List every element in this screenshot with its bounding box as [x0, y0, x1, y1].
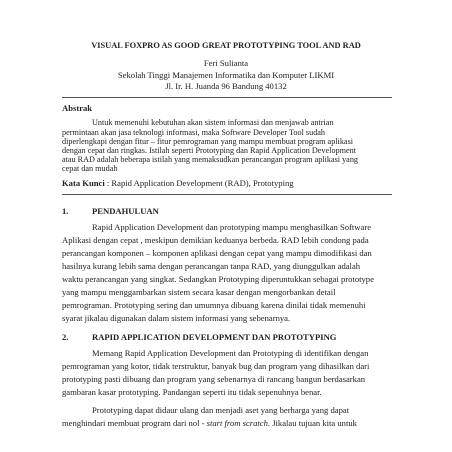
- abstract-line: cepat dan mudah: [62, 164, 118, 173]
- body-line: prototyping pasti dibuang dan program yang sebenarnya di rancang bangun berdasarkan: [62, 374, 366, 384]
- body-line: syarat jikalau digunakan dalam sistem informasi yang sebenarnya.: [62, 313, 291, 323]
- abstract-top-rule: [62, 97, 392, 98]
- keywords-line: [62, 178, 294, 188]
- keywords-label: Kata Kunci: [62, 178, 105, 188]
- body-line: [62, 418, 357, 428]
- abstract-line: atau RAD adalah beberapa istilah yang memaksudkan perancangan program aplikasi yang: [62, 155, 359, 164]
- body-text: menghindari membuat program dari nol -: [62, 418, 207, 428]
- section-heading: RAPID APPLICATION DEVELOPMENT DAN PROTOTYPING: [92, 332, 337, 342]
- section-number: 2.: [62, 332, 69, 342]
- body-line: Memang Rapid Application Development dan Prototyping di identifikan dengan: [92, 348, 369, 358]
- keywords-text: : Rapid Application Development (RAD), Prototyping: [106, 178, 294, 188]
- author-address: Jl. Ir. H. Juanda 96 Bandung 40132: [165, 81, 287, 91]
- body-line: gambaran kasar prototyping. Pandangan seperti itu tidak sepenuhnya benar.: [62, 387, 322, 397]
- abstract-line: permintaan akan jasa teknologi informasi, maka Software Developer Tool sudah: [62, 128, 326, 137]
- abstract-line: diperlengkapi dengan fitur – fitur pemrograman yang mampu membuat program aplikasi: [62, 137, 354, 146]
- body-line: pemrograman yang kotor, tidak terstruktur, banyak bug dan program yang dihasilkan dari: [62, 361, 370, 371]
- body-line: Rapid Application Development dan prototyping mampu menghasilkan Software: [92, 222, 372, 232]
- body-line: pemrograman. Prototyping sering dan umumnya dibuang karena dinilai tidak memenuhi: [62, 300, 366, 310]
- author-affiliation: Sekolah Tinggi Manajemen Informatika dan Komputer LIKMI: [117, 70, 335, 80]
- section-heading: PENDAHULUAN: [92, 206, 159, 216]
- abstract-heading: Abstrak: [62, 103, 93, 113]
- body-line: yang mampu menggambarkan sistem secara kasar dengan mengorbankan detail: [62, 287, 336, 297]
- body-text: . Jikalau tujuan kita untuk: [267, 418, 357, 428]
- emphasis-text: start from scratch: [206, 418, 268, 428]
- body-line: Prototyping dapat didaur ulang dan menjadi aset yang berharga yang dapat: [92, 405, 350, 415]
- body-line: waktu perancangan yang singkat. Sedangkan Prototyping diperuntukkan sebagai prototype: [62, 274, 374, 284]
- body-line: Aplikasi dengan cepat , meskipun demikian keduanya berbeda. RAD lebih condong pada: [62, 235, 369, 245]
- body-line: hasilnya kurang lebih sama dengan perancangan tanpa RAD, yang diunggulkan adalah: [62, 261, 361, 271]
- paper-title: VISUAL FOXPRO AS GOOD GREAT PROTOTYPING TOOL AND RAD: [91, 41, 361, 50]
- section-number: 1.: [62, 206, 69, 216]
- abstract-line: dengan cepat dan ringkas. Istilah seperti Prototyping dan Rapid Application Development: [62, 146, 356, 155]
- author-name: Feri Sulianta: [203, 58, 249, 68]
- abstract-bottom-rule: [62, 194, 392, 195]
- abstract-line: Untuk memenuhi kebutuhan akan sistem informasi dan menjawab antrian: [92, 118, 334, 127]
- body-line: perancangan komponen – komponen aplikasi dengan cepat yang mampu dimodifikasi dan: [62, 248, 372, 258]
